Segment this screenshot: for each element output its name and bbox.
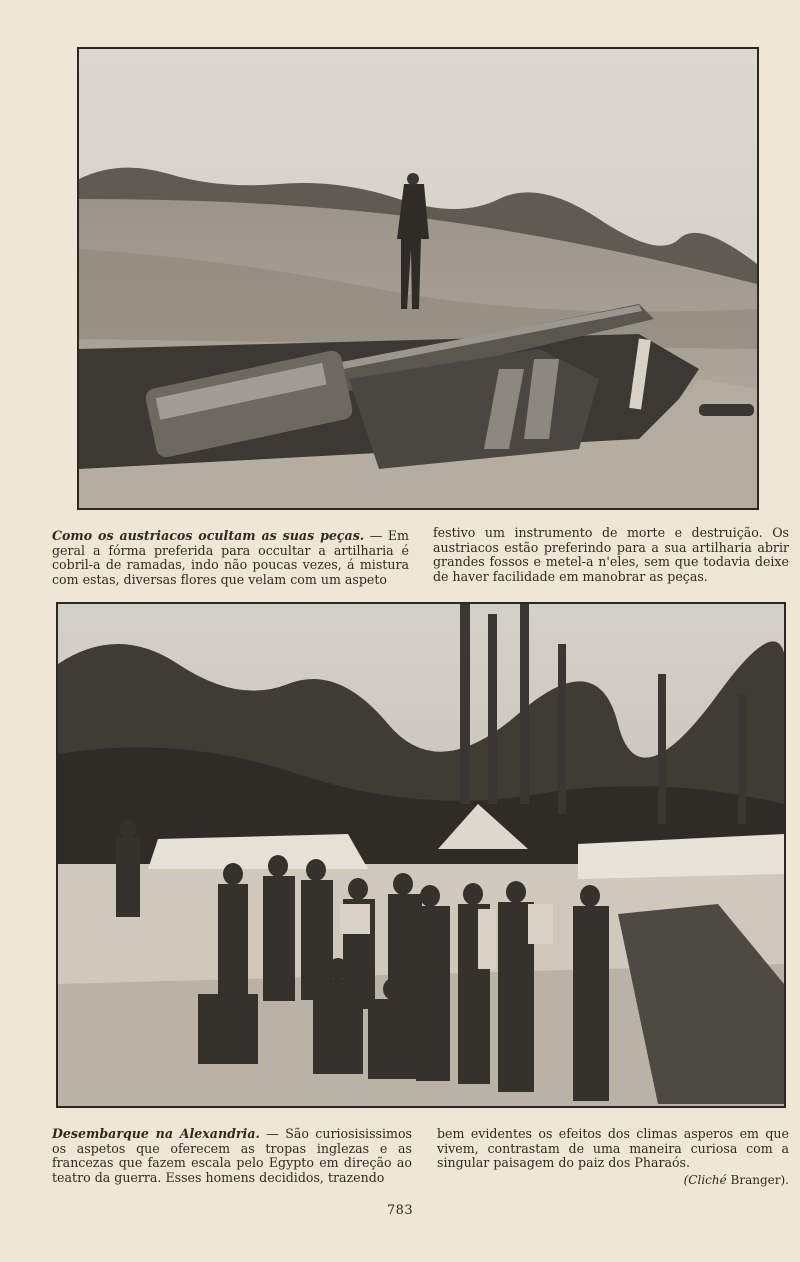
caption-dash: — — [259, 1126, 286, 1141]
caption-artillery-left — [52, 529, 409, 587]
photo-hidden-artillery — [77, 47, 759, 510]
caption-artillery-right — [433, 526, 789, 584]
photo-alexandria-landing — [56, 602, 786, 1108]
credit-name: Branger). — [730, 1172, 789, 1187]
caption-alexandria-body-left: São curiosisissimos os aspetos que oferecem as tropas inglezas e as francezas que fazem escala pelo Egypto em direção ao teatro da guerra. Esses homens decididos, trazendo — [52, 1126, 413, 1185]
caption-alexandria-title: Desembarque na Alexandria. — [52, 1126, 260, 1141]
caption-artillery-title: Como os austriacos ocultam as suas peças. — [52, 528, 365, 543]
caption-alexandria-left — [52, 1127, 412, 1185]
caption-dash: — — [364, 528, 383, 543]
artillery-photo-illustration — [79, 49, 757, 508]
caption-alexandria-body-right: bem evidentes os efeitos dos climas asperos em que vivem, contrastam de uma maneira curiosa com a singular paisagem do paiz dos Pharaós. — [437, 1126, 789, 1170]
caption-artillery-body-left: Em geral a fórma preferida para occultar a artilharia é cobril-a de ramadas, indo não poucas vezes, á mistura com estas, diversas flores que velam com um aspeto — [52, 528, 409, 587]
credit-prefix: (Cliché — [683, 1172, 727, 1187]
caption-artillery-body-right: festivo um instrumento de morte e destruição. Os austriacos estão preferindo para a sua artilharia abrir grandes fossos e metel-a n'eles, sem que todavia deixe de haver facilidade em manobrar as peças. — [433, 525, 789, 584]
photo-credit — [437, 1173, 789, 1188]
caption-alexandria-right — [437, 1127, 789, 1187]
page-number: 783 — [386, 1203, 414, 1218]
troops-photo-illustration — [58, 604, 784, 1106]
